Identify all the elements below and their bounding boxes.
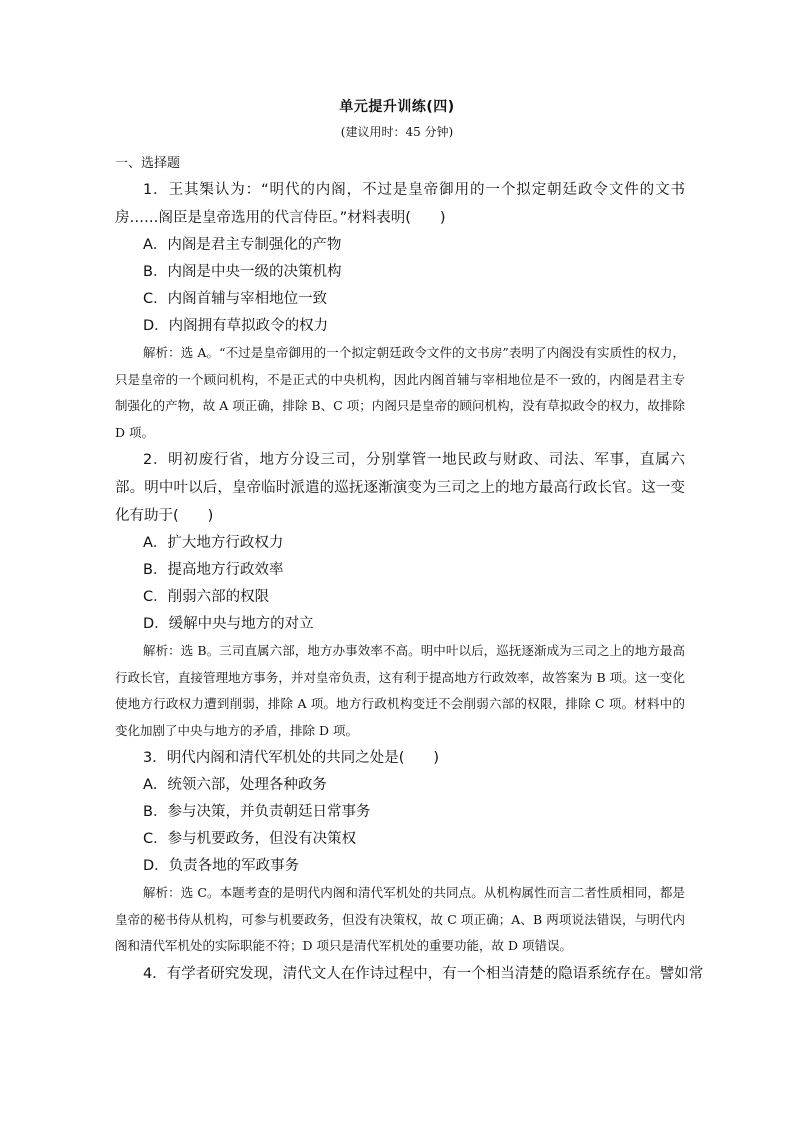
option-list [115, 530, 685, 638]
questions-content [115, 176, 704, 988]
option-d: D．内阁拥有草拟政令的权力 [143, 318, 329, 334]
page-title: 单元提升训练(四) [339, 99, 455, 115]
question-block-3 [115, 744, 685, 960]
suggested-time: (建议用时：45 分钟) [340, 125, 454, 139]
question-stem: 2．明初废行省，地方分设三司，分别掌管一地民政与财政、司法、军事，直属六部。明中叶以后，皇帝临时派遣的巡抚逐渐演变为三司之上的地方最高行政长官。这一变化有助于( ) [115, 452, 685, 524]
section-heading: 一、选择题 [115, 156, 181, 171]
option-c: C．削弱六部的权限 [143, 589, 270, 605]
option-b: B．提高地方行政效率 [143, 562, 284, 578]
option-d: D．缓解中央与地方的对立 [143, 616, 314, 632]
option-list [115, 232, 685, 340]
explanation: 解析：选 A。“不过是皇帝御用的一个拟定朝廷政令文件的文书房”表明了内阁没有实质性的权力，只是皇帝的一个顾问机构，不是正式的中央机构，因此内阁首辅与宰相地位是不一致的，内阁是君主专制强化的产物，故 A 项正确，排除 B、C 项；内阁只是皇帝的顾问机构，没有草拟政令的权力，故排除 D 项。 [115, 345, 685, 440]
option-b: B．参与决策，并负责朝廷日常事务 [143, 804, 371, 820]
option-a: A．扩大地方行政权力 [143, 535, 284, 551]
question-block-1 [115, 176, 685, 446]
option-a: A．内阁是君主专制强化的产物 [143, 237, 342, 253]
question-stem: 1．王其榘认为：“明代的内阁，不过是皇帝御用的一个拟定朝廷政令文件的文书房……阁臣是皇帝选用的代言侍臣。”材料表明( ) [115, 182, 685, 226]
question-block-4 [115, 960, 704, 988]
option-b: B．内阁是中央一级的决策机构 [143, 264, 342, 280]
option-list [115, 772, 685, 880]
question-stem: 4．有学者研究发现，清代文人在作诗过程中，有一个相当清楚的隐语系统存在。譬如常 [143, 965, 704, 982]
option-d: D．负责各地的军政事务 [143, 858, 300, 874]
option-c: C．参与机要政务，但没有决策权 [143, 831, 357, 847]
question-stem: 3．明代内阁和清代军机处的共同之处是( ) [143, 750, 440, 766]
option-c: C．内阁首辅与宰相地位一致 [143, 291, 328, 307]
explanation: 解析：选 B。三司直属六部，地方办事效率不高。明中叶以后，巡抚逐渐成为三司之上的地方最高行政长官，直接管理地方事务，并对皇帝负责，这有利于提高地方行政效率，故答案为 B 项。这一变化使地方行政权力遭到削弱，排除 A 项。地方行政机构变迁不会削弱六部的权限，排除 C 项。材料中的变化加剧了中央与地方的矛盾，排除 D 项。 [115, 643, 685, 738]
question-block-2 [115, 446, 685, 744]
explanation: 解析：选 C。本题考查的是明代内阁和清代军机处的共同点。从机构属性而言二者性质相同，都是皇帝的秘书侍从机构，可参与机要政务，但没有决策权，故 C 项正确；A、B 两项说法错误，与明代内阁和清代军机处的实际职能不符；D 项只是清代军机处的重要功能，故 D 项错误。 [115, 885, 685, 953]
option-a: A．统领六部，处理各种政务 [143, 777, 327, 793]
